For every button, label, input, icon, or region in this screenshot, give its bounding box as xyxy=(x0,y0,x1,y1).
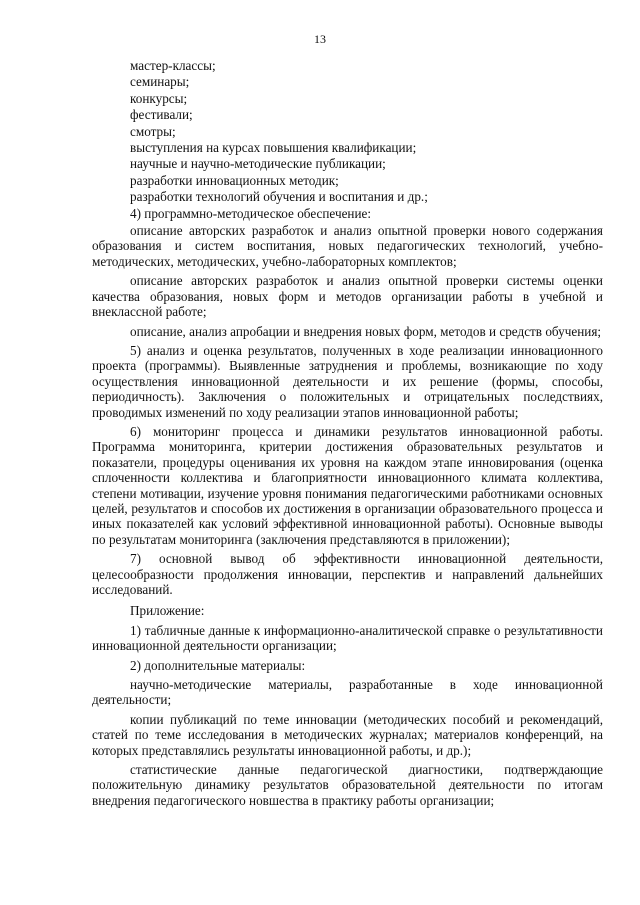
appendix-item: статистические данные педагогической диагностики, подтверждающие положительную динамику результатов образовательной деятельности по итогам внедрения педагогического новшества в практику работы организации; xyxy=(92,762,603,808)
list-item: мастер-классы; xyxy=(130,58,216,73)
appendix-item: 2) дополнительные материалы: xyxy=(130,657,306,673)
list-item: выступления на курсах повышения квалификации; xyxy=(130,140,417,156)
section-heading-4: 4) программно-методическое обеспечение: xyxy=(130,205,372,221)
paragraph: описание авторских разработок и анализ опытной проверки системы оценки качества образования, новых форм и методов организации работы в учебной и внеклассной работе; xyxy=(92,273,603,320)
appendix-item: научно-методические материалы, разработанные в ходе инновационной деятельности; xyxy=(92,677,603,708)
appendix-heading: Приложение: xyxy=(130,603,205,619)
list-item: семинары; xyxy=(130,74,190,90)
appendix-item: копии публикаций по теме инновации (методических пособий и рекомендаций, статей по теме исследования в методических журналах; материалов конференций, на которых представлялись результаты инновационной работы, и др.); xyxy=(92,711,603,758)
list-item: разработки технологий обучения и воспитания и др.; xyxy=(130,189,428,205)
list-item: конкурсы; xyxy=(130,90,188,106)
page-number: 13 xyxy=(314,32,326,46)
list-item: смотры; xyxy=(130,123,176,139)
paragraph: описание, анализ апробации и внедрения новых форм, методов и средств обучения; xyxy=(130,323,602,339)
paragraph-item-6: 6) мониторинг процесса и динамики результатов инновационной работы. Программа мониторинга, критерии достижения образовательных результатов и показатели, процедуры оценивания их уровня на каждом этапе инновирования (оценка сплоченности коллектива и благоприятности инновационного климата коллектива, степени мотивации, изучение уровня понимания педагогическими работниками основных целей, результатов и способов их достижения в организации образовательного процесса и иных показателей как условий эффективной инновационной работы). Основные выводы по результатам мониторинга (заключения представляются в приложении); xyxy=(92,423,603,547)
document-body xyxy=(92,58,603,808)
paragraph-item-5: 5) анализ и оценка результатов, полученных в ходе реализации инновационного проекта (программы). Выявленные затруднения и проблемы, возникающие по ходу осуществления инновационной деятельности и их решение (формы, способы, периодичность). Заключения о положительных и отрицательных последствиях, проводимых изменений по ходу реализации этапов инновационной работы; xyxy=(92,342,603,420)
appendix-item: 1) табличные данные к информационно-аналитической справке о результативности инновационной деятельности организации; xyxy=(92,622,603,654)
paragraph-item-7: 7) основной вывод об эффективности инновационной деятельности, целесообразности продолжения инновации, перспектив и направлений дальнейших исследований. xyxy=(92,551,603,597)
list-item: фестивали; xyxy=(130,107,193,123)
list-item: разработки инновационных методик; xyxy=(130,172,339,188)
paragraph: описание авторских разработок и анализ опытной проверки нового содержания образования и систем воспитания, новых педагогических технологий, учебно-методических, методических, учебно-лабораторных комплектов; xyxy=(92,223,603,269)
list-item: научные и научно-методические публикации; xyxy=(130,156,386,172)
